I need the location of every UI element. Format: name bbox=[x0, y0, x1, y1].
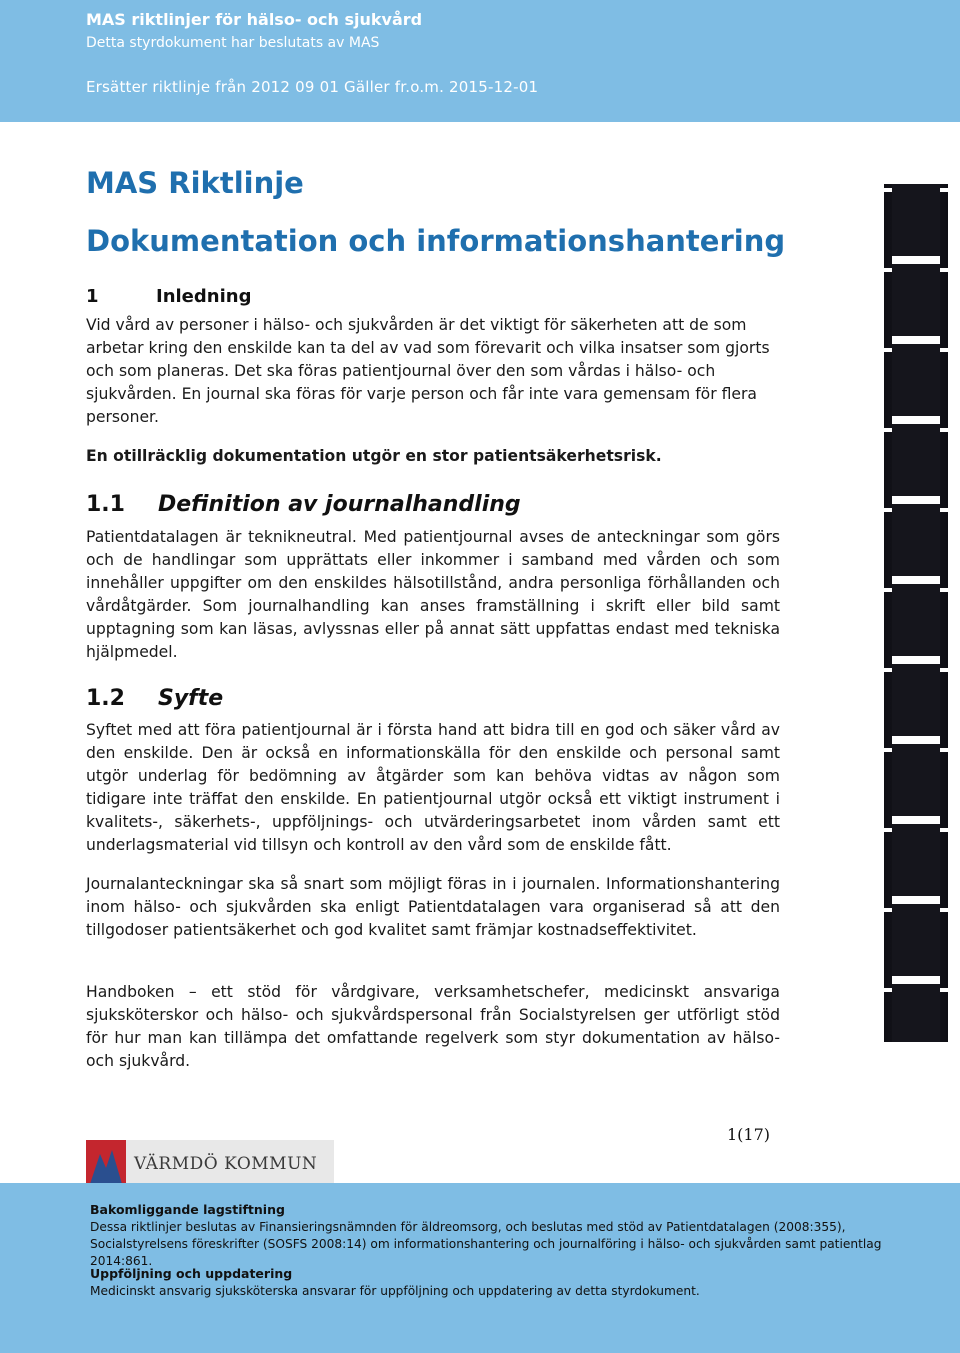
section-number: 1.2 bbox=[86, 686, 125, 711]
section-heading-definition bbox=[86, 492, 521, 517]
header-validity: Ersätter riktlinje från 2012 09 01 Gäller fr.o.m. 2015-12-01 bbox=[86, 78, 539, 96]
document-title: MAS Riktlinje bbox=[86, 166, 304, 200]
paragraph-definition: Patientdatalagen är teknikneutral. Med patientjournal avses de anteckningar som görs och de handlingar som upprättats eller inkommer i samband med vården och som innehåller uppgifter om den enskildes hälsotillstånd, andra personliga förhållanden och vårdåtgärder. Som journalhandling kan anses framställning i skrift eller bild samt upptagning som kan läsas, avlyssnas eller på annat sätt uppfattas endast med tekniska hjälpmedel. bbox=[86, 528, 780, 661]
header-decision: Detta styrdokument har beslutats av MAS bbox=[86, 35, 380, 51]
section-heading-syfte bbox=[86, 686, 223, 711]
logo-text: VÄRMDÖ KOMMUN bbox=[134, 1154, 318, 1174]
header-band bbox=[0, 0, 960, 122]
footer-text-followup: Medicinskt ansvarig sjuksköterska ansvarar för uppföljning och uppdatering av detta styrdokument. bbox=[90, 1284, 700, 1298]
footer-heading-followup: Uppföljning och uppdatering bbox=[90, 1266, 293, 1281]
page-number: 1(17) bbox=[727, 1125, 771, 1144]
footer-heading-legislation: Bakomliggande lagstiftning bbox=[90, 1202, 285, 1217]
decorative-film-frames bbox=[892, 184, 940, 1042]
section-title: Definition av journalhandling bbox=[158, 492, 521, 517]
section-heading-inledning bbox=[86, 286, 251, 307]
paragraph-syfte-3: Handboken – ett stöd för vårdgivare, verksamhetschefer, medicinskt ansvariga sjuksköterskor och hälso- och sjukvårdspersonal från Socialstyrelsen ger utförligt stöd för hur man kan tillämpa det omfattande regelverk som styr dokumentation av hälso- och sjukvård. bbox=[86, 983, 780, 1070]
document-subtitle: Dokumentation och informationshantering bbox=[86, 224, 786, 258]
paragraph-syfte-1: Syftet med att föra patientjournal är i första hand att bidra till en god och säker vård av den enskilde. Den är också en informationskälla för den enskilde och personal samt utgör underlag för bedömning av åtgärder som kan behöva vidtas av någon som tidigare inte träffat den enskilde. En patientjournal utgör också ett viktigt instrument i kvalitets-, säkerhets-, uppföljnings- och utvärderingsarbetet inom vården samt ett underlagsmaterial vid tillsyn och kontroll av den vård som de enskilde fått. bbox=[86, 721, 780, 854]
section-title: Syfte bbox=[158, 686, 224, 711]
section-number: 1.1 bbox=[86, 492, 125, 517]
footer-text-legislation: Dessa riktlinjer beslutas av Finansieringsnämnden för äldreomsorg, och beslutas med stöd av Patientdatalagen (2008:355), Socialstyrelsens föreskrifter (SOSFS 2008:14) om informationshantering och journalföring i hälso- och sjukvården samt patientlag 2014:861. bbox=[90, 1220, 882, 1268]
section-number: 1 bbox=[86, 286, 99, 307]
emphasis-statement: En otillräcklig dokumentation utgör en stor patientsäkerhetsrisk. bbox=[86, 447, 662, 465]
paragraph-syfte-2: Journalanteckningar ska så snart som möjligt föras in i journalen. Informationshantering inom hälso- och sjukvården ska enligt Patientdatalagen vara organiserad så att den tillgodoser patientsäkerhet och god kvalitet samt främjar kostnadseffektivitet. bbox=[86, 875, 780, 939]
paragraph-inledning: Vid vård av personer i hälso- och sjukvården är det viktigt för säkerheten att de som arbetar kring den enskilde kan ta del av vad som förevarit och vilka insatser som gjorts och som planeras. Det ska föras patientjournal över den som vårdas i hälso- och sjukvården. En journal ska föras för varje person och får inte vara gemensam för flera personer. bbox=[86, 316, 770, 426]
section-title: Inledning bbox=[156, 286, 252, 307]
header-title: MAS riktlinjer för hälso- och sjukvård bbox=[86, 10, 423, 29]
